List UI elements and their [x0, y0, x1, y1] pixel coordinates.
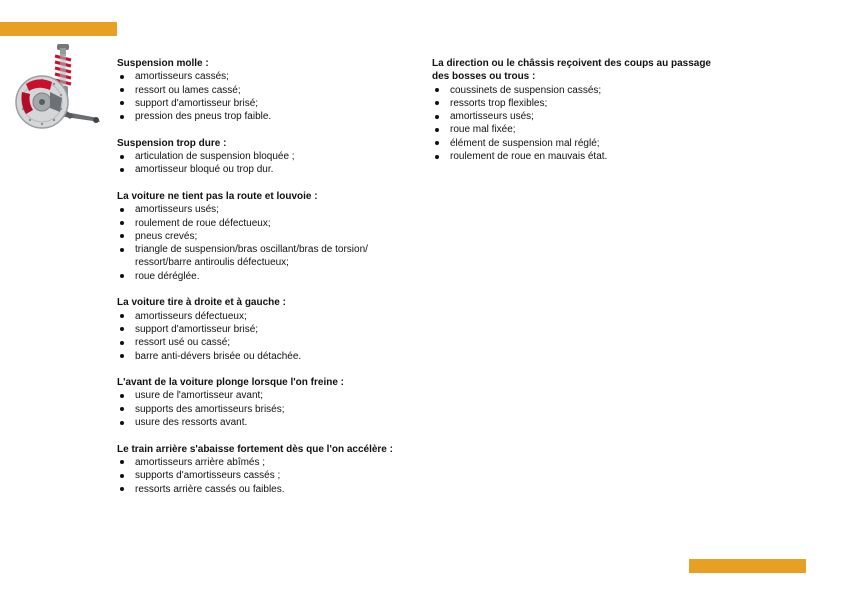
- symptom-list: [432, 84, 732, 164]
- list-item: ressorts arrière cassés ou faibles.: [117, 483, 417, 496]
- list-item: support d'amortisseur brisé;: [117, 323, 417, 336]
- list-item: élément de suspension mal réglé;: [432, 137, 732, 150]
- list-item: amortisseurs cassés;: [117, 70, 417, 83]
- list-item: amortisseurs usés;: [117, 203, 417, 216]
- section-poor-handling: [117, 190, 417, 283]
- list-item: ressorts trop flexibles;: [432, 97, 732, 110]
- list-item: ressort usé ou cassé;: [117, 336, 417, 349]
- section-heading: Le train arrière s'abaisse fortement dès que l'on accélère :: [117, 443, 393, 455]
- list-item: barre anti-dévers brisée ou détachée.: [117, 350, 417, 363]
- section-stiff-suspension: [117, 137, 417, 177]
- list-item: pneus crevés;: [117, 230, 417, 243]
- bottom-accent-bar: [689, 559, 806, 573]
- list-item: amortisseurs défectueux;: [117, 310, 417, 323]
- symptom-list: [117, 150, 417, 177]
- symptom-list: [117, 203, 417, 283]
- symptom-list: [117, 456, 417, 496]
- list-item: roulement de roue défectueux;: [117, 217, 417, 230]
- right-column: [432, 57, 732, 177]
- section-nose-dive-braking: [117, 376, 417, 429]
- symptom-list: [117, 70, 417, 123]
- list-item: roue déréglée.: [117, 270, 417, 283]
- list-item: roue mal fixée;: [432, 123, 732, 136]
- section-heading: L'avant de la voiture plonge lorsque l'on freine :: [117, 377, 345, 389]
- section-soft-suspension: [117, 57, 417, 123]
- list-item: coussinets de suspension cassés;: [432, 84, 732, 97]
- list-item: pression des pneus trop faible.: [117, 110, 417, 123]
- list-item: amortisseurs usés;: [432, 110, 732, 123]
- list-item: support d'amortisseur brisé;: [117, 97, 417, 110]
- list-item: usure des ressorts avant.: [117, 416, 417, 429]
- list-item: usure de l'amortisseur avant;: [117, 389, 417, 402]
- section-heading: Suspension molle :: [117, 58, 209, 69]
- list-item: amortisseur bloqué ou trop dur.: [117, 163, 417, 176]
- symptom-list: [117, 389, 417, 429]
- top-accent-bar: [0, 22, 117, 36]
- list-item: articulation de suspension bloquée ;: [117, 150, 417, 163]
- section-heading: La voiture ne tient pas la route et louvoie :: [117, 190, 318, 202]
- list-item: supports des amortisseurs brisés;: [117, 403, 417, 416]
- section-heading: La direction ou le châssis reçoivent des coups au passage des bosses ou trous :: [432, 58, 711, 83]
- section-heading: Suspension trop dure :: [117, 137, 227, 149]
- list-item: ressort ou lames cassé;: [117, 84, 417, 97]
- section-rear-squat-acceleration: [117, 443, 417, 496]
- list-item: amortisseurs arrière abîmés ;: [117, 456, 417, 469]
- section-heading: La voiture tire à droite et à gauche :: [117, 297, 286, 309]
- left-column: [117, 57, 417, 509]
- suspension-strut-brake-icon: [14, 42, 104, 134]
- list-item: supports d'amortisseurs cassés ;: [117, 469, 417, 482]
- section-pulls-sideways: [117, 296, 417, 362]
- section-bumps-impacts: [432, 57, 732, 163]
- list-item: roulement de roue en mauvais état.: [432, 150, 732, 163]
- symptom-list: [117, 310, 417, 363]
- list-item: triangle de suspension/bras oscillant/bras de torsion/ ressort/barre antiroulis défectueux;: [117, 243, 407, 270]
